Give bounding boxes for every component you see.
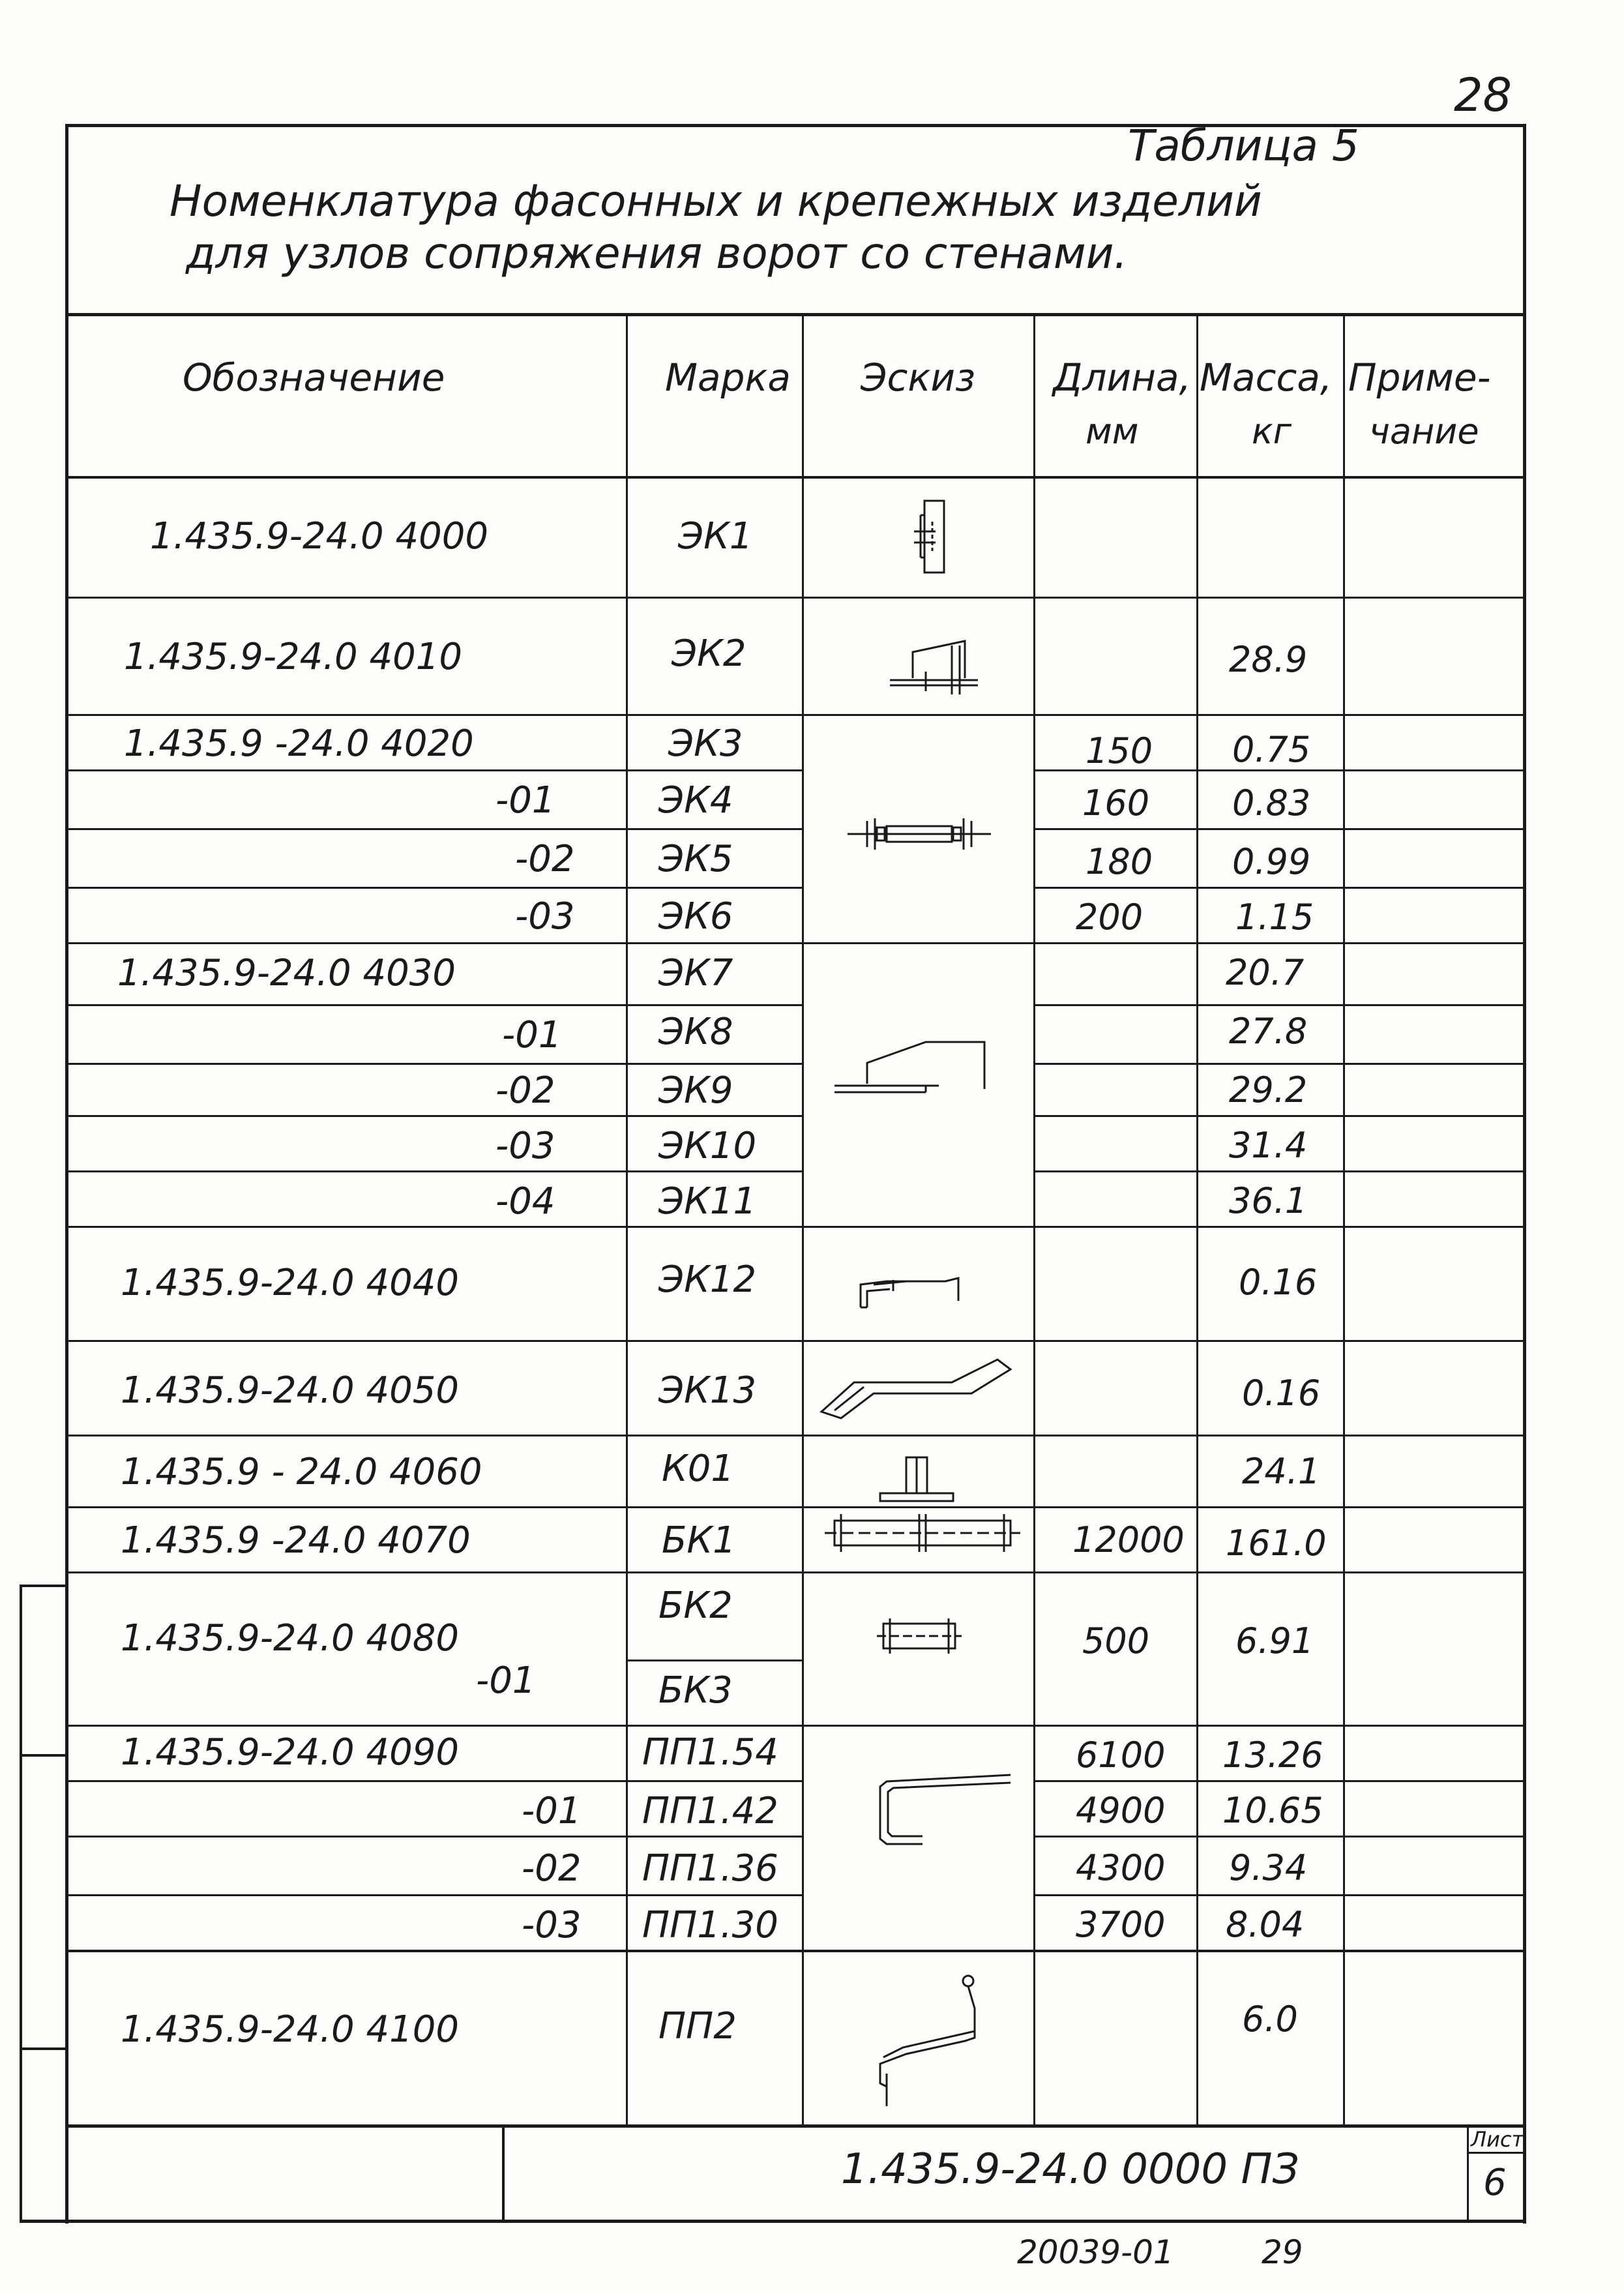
sketch-ek7-11-icon (828, 1037, 997, 1109)
row-designation: -03 (522, 1904, 582, 1946)
row-designation: -01 (522, 1790, 582, 1832)
row-mark: ЭК13 (658, 1369, 757, 1412)
row-mark: ЭК4 (658, 779, 733, 822)
sketch-k01-icon (874, 1454, 958, 1506)
bottom-code: 20039-01 (1017, 2233, 1174, 2271)
row-designation: 1.435.9-24.0 4040 (121, 1262, 459, 1304)
row-mark: ЭК12 (658, 1258, 757, 1301)
sheet-label: Лист (1471, 2127, 1524, 2152)
bottom-page: 29 (1262, 2233, 1303, 2271)
row-mass: 6.0 (1242, 1999, 1298, 2040)
col-mass-unit: кг (1252, 411, 1292, 452)
row-rule (65, 1435, 1526, 1436)
row-mark: ЭК3 (668, 722, 743, 765)
row-designation: -04 (495, 1180, 555, 1223)
col-sketch: Эскиз (861, 355, 975, 400)
row-designation: -03 (495, 1125, 555, 1167)
column-rule (1196, 313, 1198, 2126)
row-mass: 0.16 (1242, 1373, 1321, 1414)
row-designation: 1.435.9 - 24.0 4060 (121, 1451, 482, 1493)
sheet-box-left (1467, 2124, 1469, 2222)
column-rule (1033, 313, 1035, 2126)
binding-strip (20, 1585, 22, 2222)
row-length: 4900 (1076, 1790, 1166, 1831)
row-mass: 0.75 (1232, 729, 1311, 770)
binding-tick (20, 1754, 68, 1757)
row-designation: -03 (515, 895, 575, 938)
row-designation: 1.435.9-24.0 4030 (117, 952, 456, 994)
row-mass: 13.26 (1222, 1734, 1323, 1776)
row-rule (65, 1836, 802, 1838)
row-designation: -01 (502, 1014, 562, 1056)
row-length: 4300 (1076, 1847, 1166, 1888)
row-rule (1033, 1170, 1526, 1172)
row-mark: БК3 (658, 1669, 733, 1712)
sheet-box-rule (1467, 2152, 1526, 2154)
row-designation: -02 (515, 838, 575, 880)
row-mark: БК1 (662, 1519, 736, 1562)
column-rule (626, 313, 628, 2126)
col-note-2: чание (1369, 411, 1479, 452)
row-rule (65, 1725, 1526, 1727)
row-rule (1033, 1894, 1526, 1896)
frame-bottom (20, 2220, 1526, 2223)
row-rule (1033, 1836, 1526, 1838)
col-designation: Обозначение (183, 355, 445, 400)
sketch-ek12-icon (854, 1255, 971, 1320)
row-mass: 0.99 (1232, 841, 1311, 882)
row-length: 3700 (1076, 1904, 1166, 1945)
row-mass: 0.16 (1239, 1262, 1318, 1303)
row-rule (65, 1894, 802, 1896)
row-mass: 6.91 (1235, 1620, 1314, 1661)
table-title-line1: Номенклатура фасонных и крепежных изделий (170, 176, 1262, 226)
col-mass: Масса, (1200, 355, 1333, 400)
row-rule (65, 1780, 802, 1782)
row-rule (65, 1950, 1526, 1952)
row-rule (65, 1170, 802, 1172)
row-designation: 1.435.9-24.0 4010 (124, 636, 462, 678)
row-mark: ЭК7 (658, 952, 733, 994)
sketch-ek3-6-icon (841, 812, 997, 857)
row-length: 160 (1082, 782, 1150, 824)
row-length: 6100 (1076, 1734, 1166, 1776)
sketch-pp2-icon (867, 1969, 997, 2119)
table-top-rule (65, 313, 1526, 316)
document-code: 1.435.9-24.0 0000 ПЗ (841, 2145, 1299, 2194)
row-designation: -02 (522, 1847, 582, 1890)
row-mass: 20.7 (1226, 952, 1305, 993)
row-rule (65, 942, 1526, 944)
frame-right (1523, 124, 1526, 2224)
row-designation: -01 (476, 1659, 536, 1702)
footer-divider (502, 2124, 505, 2222)
sketch-bk1-icon (821, 1513, 1024, 1558)
row-mass: 1.15 (1235, 897, 1314, 938)
row-mark: ЭК1 (678, 515, 753, 558)
row-mass: 29.2 (1229, 1069, 1308, 1110)
row-mass: 28.9 (1229, 639, 1308, 680)
row-length: 150 (1085, 730, 1153, 771)
row-mark: ЭК9 (658, 1069, 733, 1112)
col-mark: Марка (665, 355, 791, 400)
sketch-ek13-icon (815, 1353, 1024, 1425)
row-rule (65, 1506, 1526, 1508)
col-length-unit: мм (1085, 411, 1139, 452)
row-mass: 31.4 (1229, 1125, 1308, 1166)
row-rule (65, 1115, 802, 1117)
row-mass: 161.0 (1226, 1523, 1327, 1564)
row-rule (1033, 1780, 1526, 1782)
row-mark: ЭК6 (658, 895, 733, 938)
table-title-line2: для узлов сопряжения ворот со стенами. (186, 228, 1128, 278)
row-mass: 36.1 (1229, 1180, 1308, 1221)
row-designation: -01 (495, 779, 555, 822)
row-rule (1033, 887, 1526, 889)
row-designation: 1.435.9-24.0 4100 (121, 2008, 459, 2051)
row-rule (65, 769, 802, 771)
sketch-ek1-icon (906, 496, 958, 580)
row-rule (65, 828, 802, 830)
sheet-number: 6 (1483, 2162, 1507, 2204)
column-rule (802, 313, 804, 2126)
row-rule (65, 1226, 1526, 1228)
sketch-bk2-icon (874, 1617, 965, 1656)
row-mark: ПП1.30 (642, 1904, 778, 1946)
row-mark: ЭК2 (672, 633, 746, 675)
row-length: 200 (1076, 897, 1144, 938)
row-mass: 10.65 (1222, 1790, 1323, 1831)
row-mark: К01 (662, 1448, 735, 1490)
sketch-pp1-icon (861, 1767, 1017, 1858)
row-rule (65, 1571, 1526, 1573)
row-rule (65, 1004, 802, 1006)
row-rule (65, 714, 1526, 716)
row-rule (1033, 1115, 1526, 1117)
column-rule (1343, 313, 1345, 2126)
row-length: 12000 (1072, 1519, 1185, 1560)
row-mass: 24.1 (1242, 1451, 1321, 1492)
row-mass: 9.34 (1229, 1847, 1308, 1888)
row-rule (65, 887, 802, 889)
row-mass: 0.83 (1232, 782, 1311, 824)
row-designation: 1.435.9 -24.0 4070 (121, 1519, 471, 1562)
row-mark: БК2 (658, 1585, 733, 1627)
row-mark: ЭК10 (658, 1125, 757, 1167)
column-header-rule (65, 476, 1526, 479)
row-length: 180 (1085, 841, 1153, 882)
row-rule (1033, 1004, 1526, 1006)
binding-tick (20, 2047, 68, 2050)
row-mark: ПП1.36 (642, 1847, 778, 1890)
row-rule (65, 597, 1526, 599)
row-mark: ПП1.54 (642, 1731, 778, 1774)
row-designation: 1.435.9-24.0 4050 (121, 1369, 459, 1412)
row-mass: 27.8 (1229, 1011, 1308, 1052)
row-mark: ПП2 (658, 2005, 737, 2047)
row-designation: 1.435.9-24.0 4080 (121, 1617, 459, 1659)
table-label: Таблица 5 (1128, 121, 1359, 171)
row-designation: -02 (495, 1069, 555, 1112)
row-rule (1033, 1063, 1526, 1065)
row-mark: ЭК5 (658, 838, 733, 880)
row-mass: 8.04 (1226, 1904, 1305, 1945)
row-rule (65, 1063, 802, 1065)
sketch-ek2-icon (887, 636, 991, 701)
col-length: Длина, (1053, 355, 1191, 400)
row-mark: ЭК11 (658, 1180, 757, 1223)
page-number: 28 (1454, 68, 1513, 122)
frame-left (65, 124, 68, 2224)
binding-tick (20, 1585, 68, 1587)
row-designation: 1.435.9-24.0 4090 (121, 1731, 459, 1774)
row-designation: 1.435.9 -24.0 4020 (124, 722, 474, 765)
table-bottom-rule (65, 2124, 1526, 2128)
row-mark: ПП1.42 (642, 1790, 778, 1832)
col-note: Приме- (1348, 355, 1491, 400)
row-rule (65, 1340, 1526, 1342)
row-length: 500 (1082, 1620, 1150, 1661)
row-rule (626, 1659, 802, 1661)
row-designation: 1.435.9-24.0 4000 (150, 515, 488, 558)
row-rule (1033, 828, 1526, 830)
row-mark: ЭК8 (658, 1011, 733, 1053)
